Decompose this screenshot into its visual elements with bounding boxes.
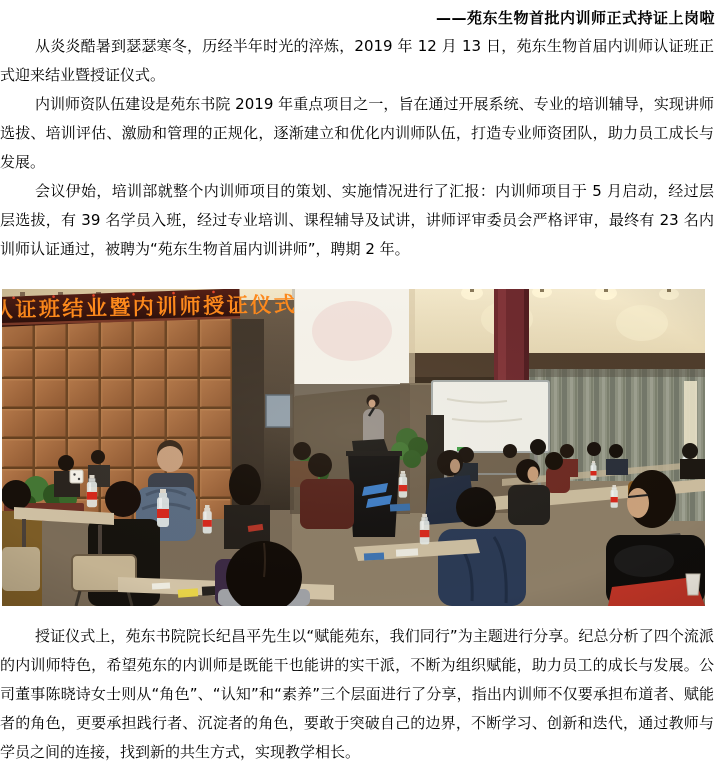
article-title: ——苑东生物首批内训师正式持证上岗啦 [435, 9, 715, 27]
paragraph-3: 会议伊始，培训部就整个内训师项目的策划、实施情况进行了汇报：内训师项目于 5 月启动，经过层层选拔，有 39 名学员入班，经过专业培训、课程辅导及试讲，讲师评审委员会严格评审，最终有 23 名内训师认证通过，被聘为“苑东生物首届内训讲师”，聘期 2 年。 [0, 182, 714, 258]
paragraph-4: 授证仪式上，苑东书院院长纪昌平先生以“赋能苑东，我们同行”为主题进行分享。纪总分析了四个流派的内训师特色，希望苑东的内训师是既能干也能讲的实干派，不断为组织赋能，助力员工的成长与发展。公司董事陈晓诗女士则从“角色”、“认知”和“素养”三个层面进行了分享，指出内训师不仅要承担布道者、赋能者的角色，更要承担践行者、沉淀者的角色，要敢于突破自己的边界，不断学习、创新和迭代，通过教师与学员之间的连接，找到新的共生方式，实现教学相长。 [0, 627, 714, 761]
photo-vignette [2, 289, 705, 606]
ceremony-photo[interactable] [2, 289, 705, 606]
article [0, 8, 720, 767]
paragraph-2: 内训师资队伍建设是苑东书院 2019 年重点项目之一，旨在通过开展系统、专业的培训辅导，实现讲师选拔、培训评估、激励和管理的正规化，逐渐建立和优化内训师队伍，打造专业师资团队，助力员工成长与发展。 [0, 95, 714, 171]
paragraph-1: 从炎炎酷暑到瑟瑟寒冬，历经半年时光的淬炼，2019 年 12 月 13 日，苑东生物首届内训师认证班正式迎来结业暨授证仪式。 [0, 37, 714, 84]
